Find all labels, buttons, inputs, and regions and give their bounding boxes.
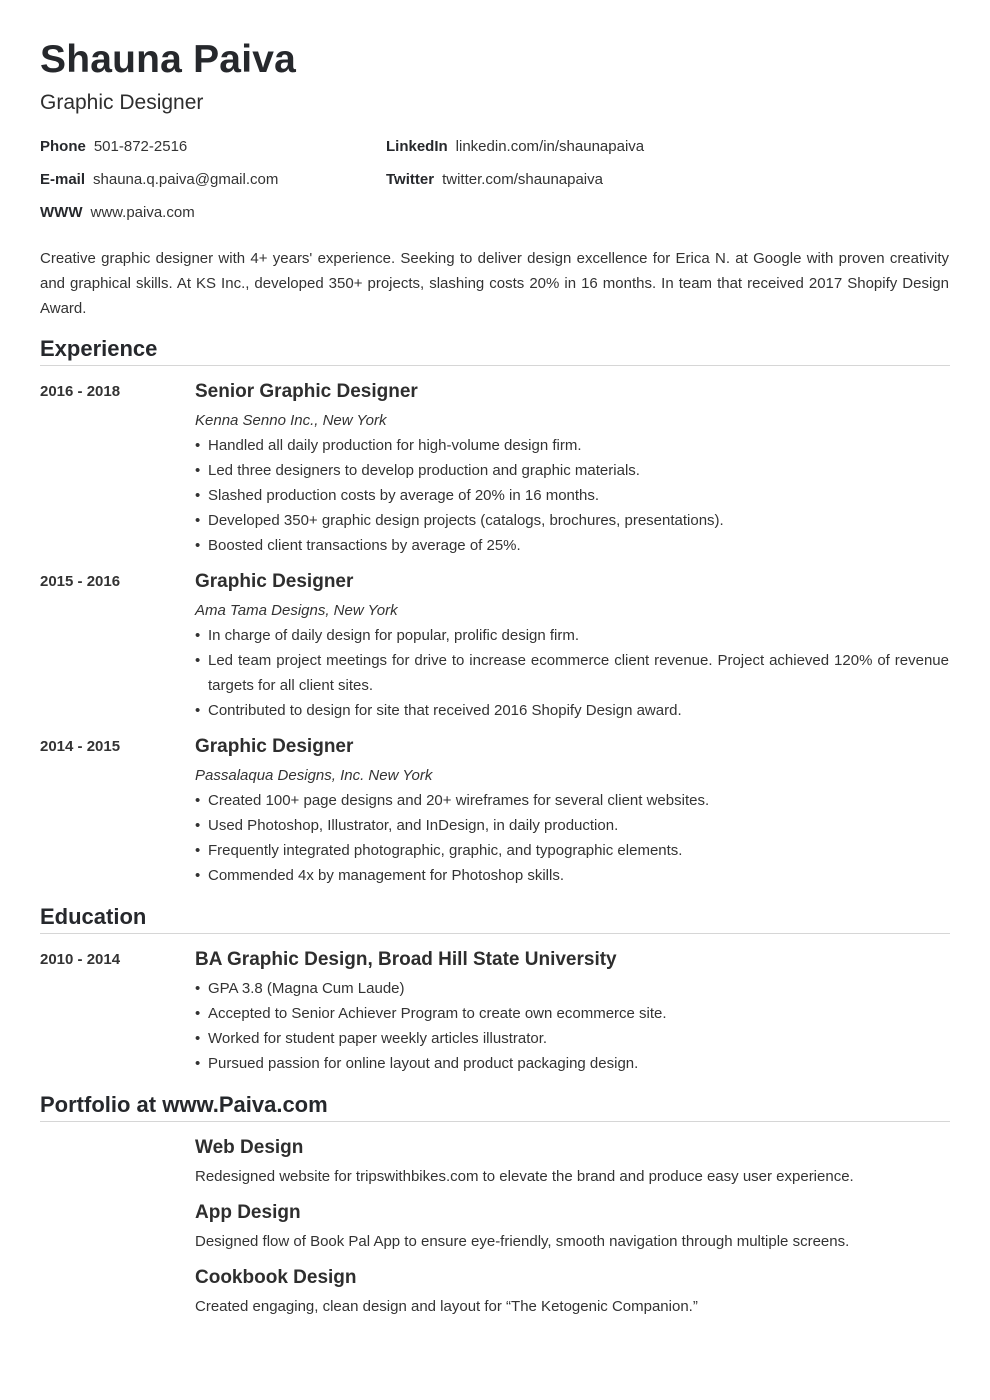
job-company: Ama Tama Designs, New York <box>195 602 398 619</box>
experience-heading: Experience <box>40 336 158 361</box>
job-title: Graphic Designer <box>195 571 354 592</box>
bullet-item: • Slashed production costs by average of 20% in 16 months. <box>195 483 949 508</box>
linkedin-label: LinkedIn <box>386 138 448 155</box>
contact-twitter <box>386 171 603 188</box>
linkedin-link[interactable]: linkedin.com/in/shaunapaiva <box>455 138 645 155</box>
education-bullets <box>195 976 949 1076</box>
contact-linkedin <box>386 138 644 155</box>
bullet-item: • Frequently integrated photographic, graphic, and typographic elements. <box>195 838 949 863</box>
portfolio-heading: Portfolio at www.Paiva.com <box>40 1092 328 1117</box>
twitter-label: Twitter <box>386 171 435 188</box>
job-company: Passalaqua Designs, Inc. New York <box>195 767 433 784</box>
job-title: Graphic Designer <box>195 736 354 757</box>
portfolio-item-desc: Redesigned website for tripswithbikes.com to elevate the brand and produce easy user experience. <box>195 1168 854 1185</box>
bullet-item: • Used Photoshop, Illustrator, and InDesign, in daily production. <box>195 813 949 838</box>
portfolio-item-title: App Design <box>195 1202 301 1223</box>
bullet-item: • GPA 3.8 (Magna Cum Laude) <box>195 976 949 1001</box>
bullet-item: • Developed 350+ graphic design projects (catalogs, brochures, presentations). <box>195 508 949 533</box>
bullet-item: • Created 100+ page designs and 20+ wireframes for several client websites. <box>195 788 949 813</box>
portfolio-item-desc: Designed flow of Book Pal App to ensure eye-friendly, smooth navigation through multiple screens. <box>195 1233 850 1250</box>
bullet-item: • Handled all daily production for high-volume design firm. <box>195 433 949 458</box>
job-dates: 2015 - 2016 <box>40 573 121 590</box>
phone-value[interactable]: 501-872-2516 <box>93 138 188 155</box>
email-label: E-mail <box>40 171 86 188</box>
bullet-item: • Commended 4x by management for Photoshop skills. <box>195 863 949 888</box>
portfolio-item-title: Web Design <box>195 1137 304 1158</box>
email-link[interactable]: shauna.q.paiva@gmail.com <box>93 171 279 188</box>
www-label: WWW <box>40 204 83 221</box>
education-dates: 2010 - 2014 <box>40 951 121 968</box>
education-section-header <box>40 902 950 934</box>
summary-paragraph: Creative graphic designer with 4+ years' experience. Seeking to deliver design excellence for Erica N. at Google with proven creativity and graphical skills. At KS Inc., developed 350+ projects, slashing costs 20% in 16 months. In team that received 2017 Shopify Design Award. <box>40 250 949 317</box>
portfolio-item-desc: Created engaging, clean design and layout for “The Ketogenic Companion.” <box>195 1298 698 1315</box>
portfolio-item-title: Cookbook Design <box>195 1267 357 1288</box>
twitter-link[interactable]: twitter.com/shaunapaiva <box>442 171 603 188</box>
job-dates: 2014 - 2015 <box>40 738 121 755</box>
bullet-item: • Led team project meetings for drive to increase ecommerce client revenue. Project achieved 120% of revenue targets for all client sites. <box>195 648 949 698</box>
contact-email <box>40 171 278 188</box>
job-bullets <box>195 623 949 723</box>
candidate-role: Graphic Designer <box>40 91 204 114</box>
contact-www <box>40 204 195 221</box>
bullet-item: • Accepted to Senior Achiever Program to create own ecommerce site. <box>195 1001 949 1026</box>
education-degree: BA Graphic Design, Broad Hill State University <box>195 949 617 970</box>
website-link[interactable]: www.paiva.com <box>90 204 195 221</box>
bullet-item: • Contributed to design for site that received 2016 Shopify Design award. <box>195 698 949 723</box>
bullet-item: • Worked for student paper weekly articles illustrator. <box>195 1026 949 1051</box>
job-company: Kenna Senno Inc., New York <box>195 412 387 429</box>
job-bullets <box>195 433 949 558</box>
bullet-item: • Led three designers to develop production and graphic materials. <box>195 458 949 483</box>
education-heading: Education <box>40 904 147 929</box>
contact-phone <box>40 138 187 155</box>
experience-section-header <box>40 334 950 366</box>
phone-label: Phone <box>40 138 86 155</box>
job-title: Senior Graphic Designer <box>195 381 418 402</box>
job-bullets <box>195 788 949 888</box>
bullet-item: • Pursued passion for online layout and product packaging design. <box>195 1051 949 1076</box>
job-dates: 2016 - 2018 <box>40 383 121 400</box>
bullet-item: • In charge of daily design for popular, prolific design firm. <box>195 623 949 648</box>
bullet-item: • Boosted client transactions by average of 25%. <box>195 533 949 558</box>
portfolio-section-header <box>40 1090 950 1122</box>
candidate-name: Shauna Paiva <box>40 38 297 81</box>
